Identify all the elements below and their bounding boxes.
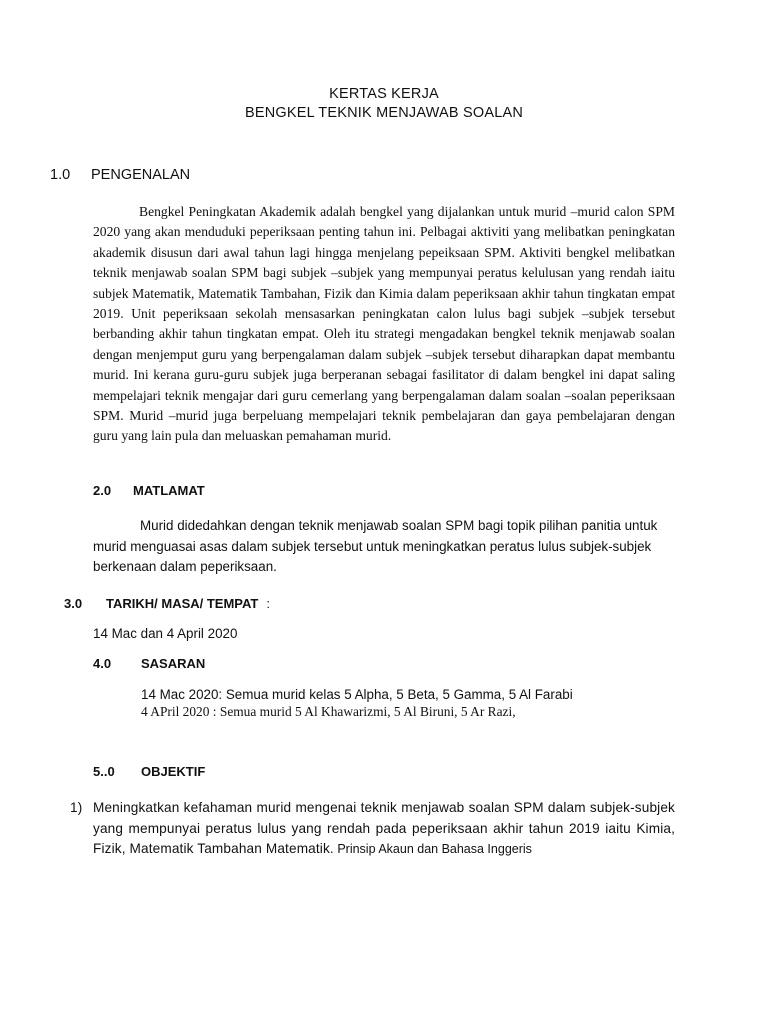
section-title: OBJEKTIF bbox=[141, 764, 206, 779]
section-number: 4.0 bbox=[93, 656, 112, 671]
objektif-item-text: Meningkatkan kefahaman murid mengenai teknik menjawab soalan SPM dalam subjek-subjek yang mempunyai peratus lulus yang rendah pada peperiksaan akhir tahun 2019 iaitu Kimia, Fizik, Matematik Tambahan Matematik. bbox=[93, 800, 675, 856]
sasaran-line-1: 14 Mac 2020: Semua murid kelas 5 Alpha, 5 Beta, 5 Gamma, 5 Al Farabi bbox=[141, 687, 573, 702]
sasaran-line-2: 4 APril 2020 : Semua murid 5 Al Khawarizmi, 5 Al Biruni, 5 Ar Razi, bbox=[141, 704, 516, 719]
objektif-item-marker: 1) bbox=[70, 800, 83, 815]
document-subtitle: BENGKEL TEKNIK MENJAWAB SOALAN bbox=[244, 105, 524, 121]
section-heading-tarikh bbox=[64, 596, 270, 611]
section-heading-sasaran bbox=[93, 656, 205, 671]
section-title: MATLAMAT bbox=[133, 483, 205, 498]
document-title: KERTAS KERJA bbox=[329, 86, 439, 102]
section-title: SASARAN bbox=[141, 656, 206, 671]
section-title: PENGENALAN bbox=[91, 167, 191, 183]
section-heading-pengenalan bbox=[50, 167, 190, 183]
section-number: 3.0 bbox=[64, 596, 83, 611]
section-number: 1.0 bbox=[50, 167, 71, 183]
objektif-item-1 bbox=[93, 798, 675, 860]
section-title: TARIKH/ MASA/ TEMPAT bbox=[106, 596, 259, 611]
section-number: 2.0 bbox=[93, 483, 112, 498]
heading-colon: : bbox=[266, 596, 271, 611]
objektif-item-tail: Prinsip Akaun dan Bahasa Inggeris bbox=[333, 842, 532, 856]
section-number: 5..0 bbox=[93, 764, 115, 779]
section-heading-matlamat bbox=[93, 483, 205, 498]
matlamat-paragraph: Murid didedahkan dengan teknik menjawab soalan SPM bagi topik pilihan panitia untuk murid menguasai asas dalam subjek tersebut untuk meningkatkan peratus lulus subjek-subjek berkenaan dalam peperiksaan. bbox=[93, 518, 658, 574]
tarikh-value: 14 Mac dan 4 April 2020 bbox=[93, 626, 238, 641]
section-heading-objektif bbox=[93, 764, 205, 779]
pengenalan-paragraph: Bengkel Peningkatan Akademik adalah bengkel yang dijalankan untuk murid –murid calon SPM 2020 yang akan menduduki peperiksaan penting tahun ini. Pelbagai aktiviti yang melibatkan peningkatan akademik disusun dari awal tahun lagi hingga menjelang pepeiksaan SPM. Aktiviti bengkel melibatkan teknik menjawab soalan SPM bagi subjek –subjek yang mempunyai peratus kelulusan yang rendah iaitu subjek Matematik, Matematik Tambahan, Fizik dan Kimia dalam peperiksaan akhir tahun tingkatan empat 2019. Unit peperiksaan sekolah mensasarkan peningkatan calon lulus bagi subjek –subjek tersebut berbanding akhir tahun tingkatan empat. Oleh itu strategi mengadakan bengkel teknik menjawab soalan dengan menjemput guru yang berpengalaman dalam subjek –subjek tersebut diharapkan dapat membantu murid. Ini kerana guru-guru subjek juga berperanan sebagai fasilitator di dalam bengkel ini dapat saling mempelajari teknik mengajar dari guru cemerlang yang berpengalaman dalam soalan –soalan peperiksaan SPM. Murid –murid juga berpeluang mempelajari teknik pembelajaran dan gaya pembelajaran dengan guru yang lain pula dan meluaskan pemahaman murid. bbox=[93, 204, 675, 444]
